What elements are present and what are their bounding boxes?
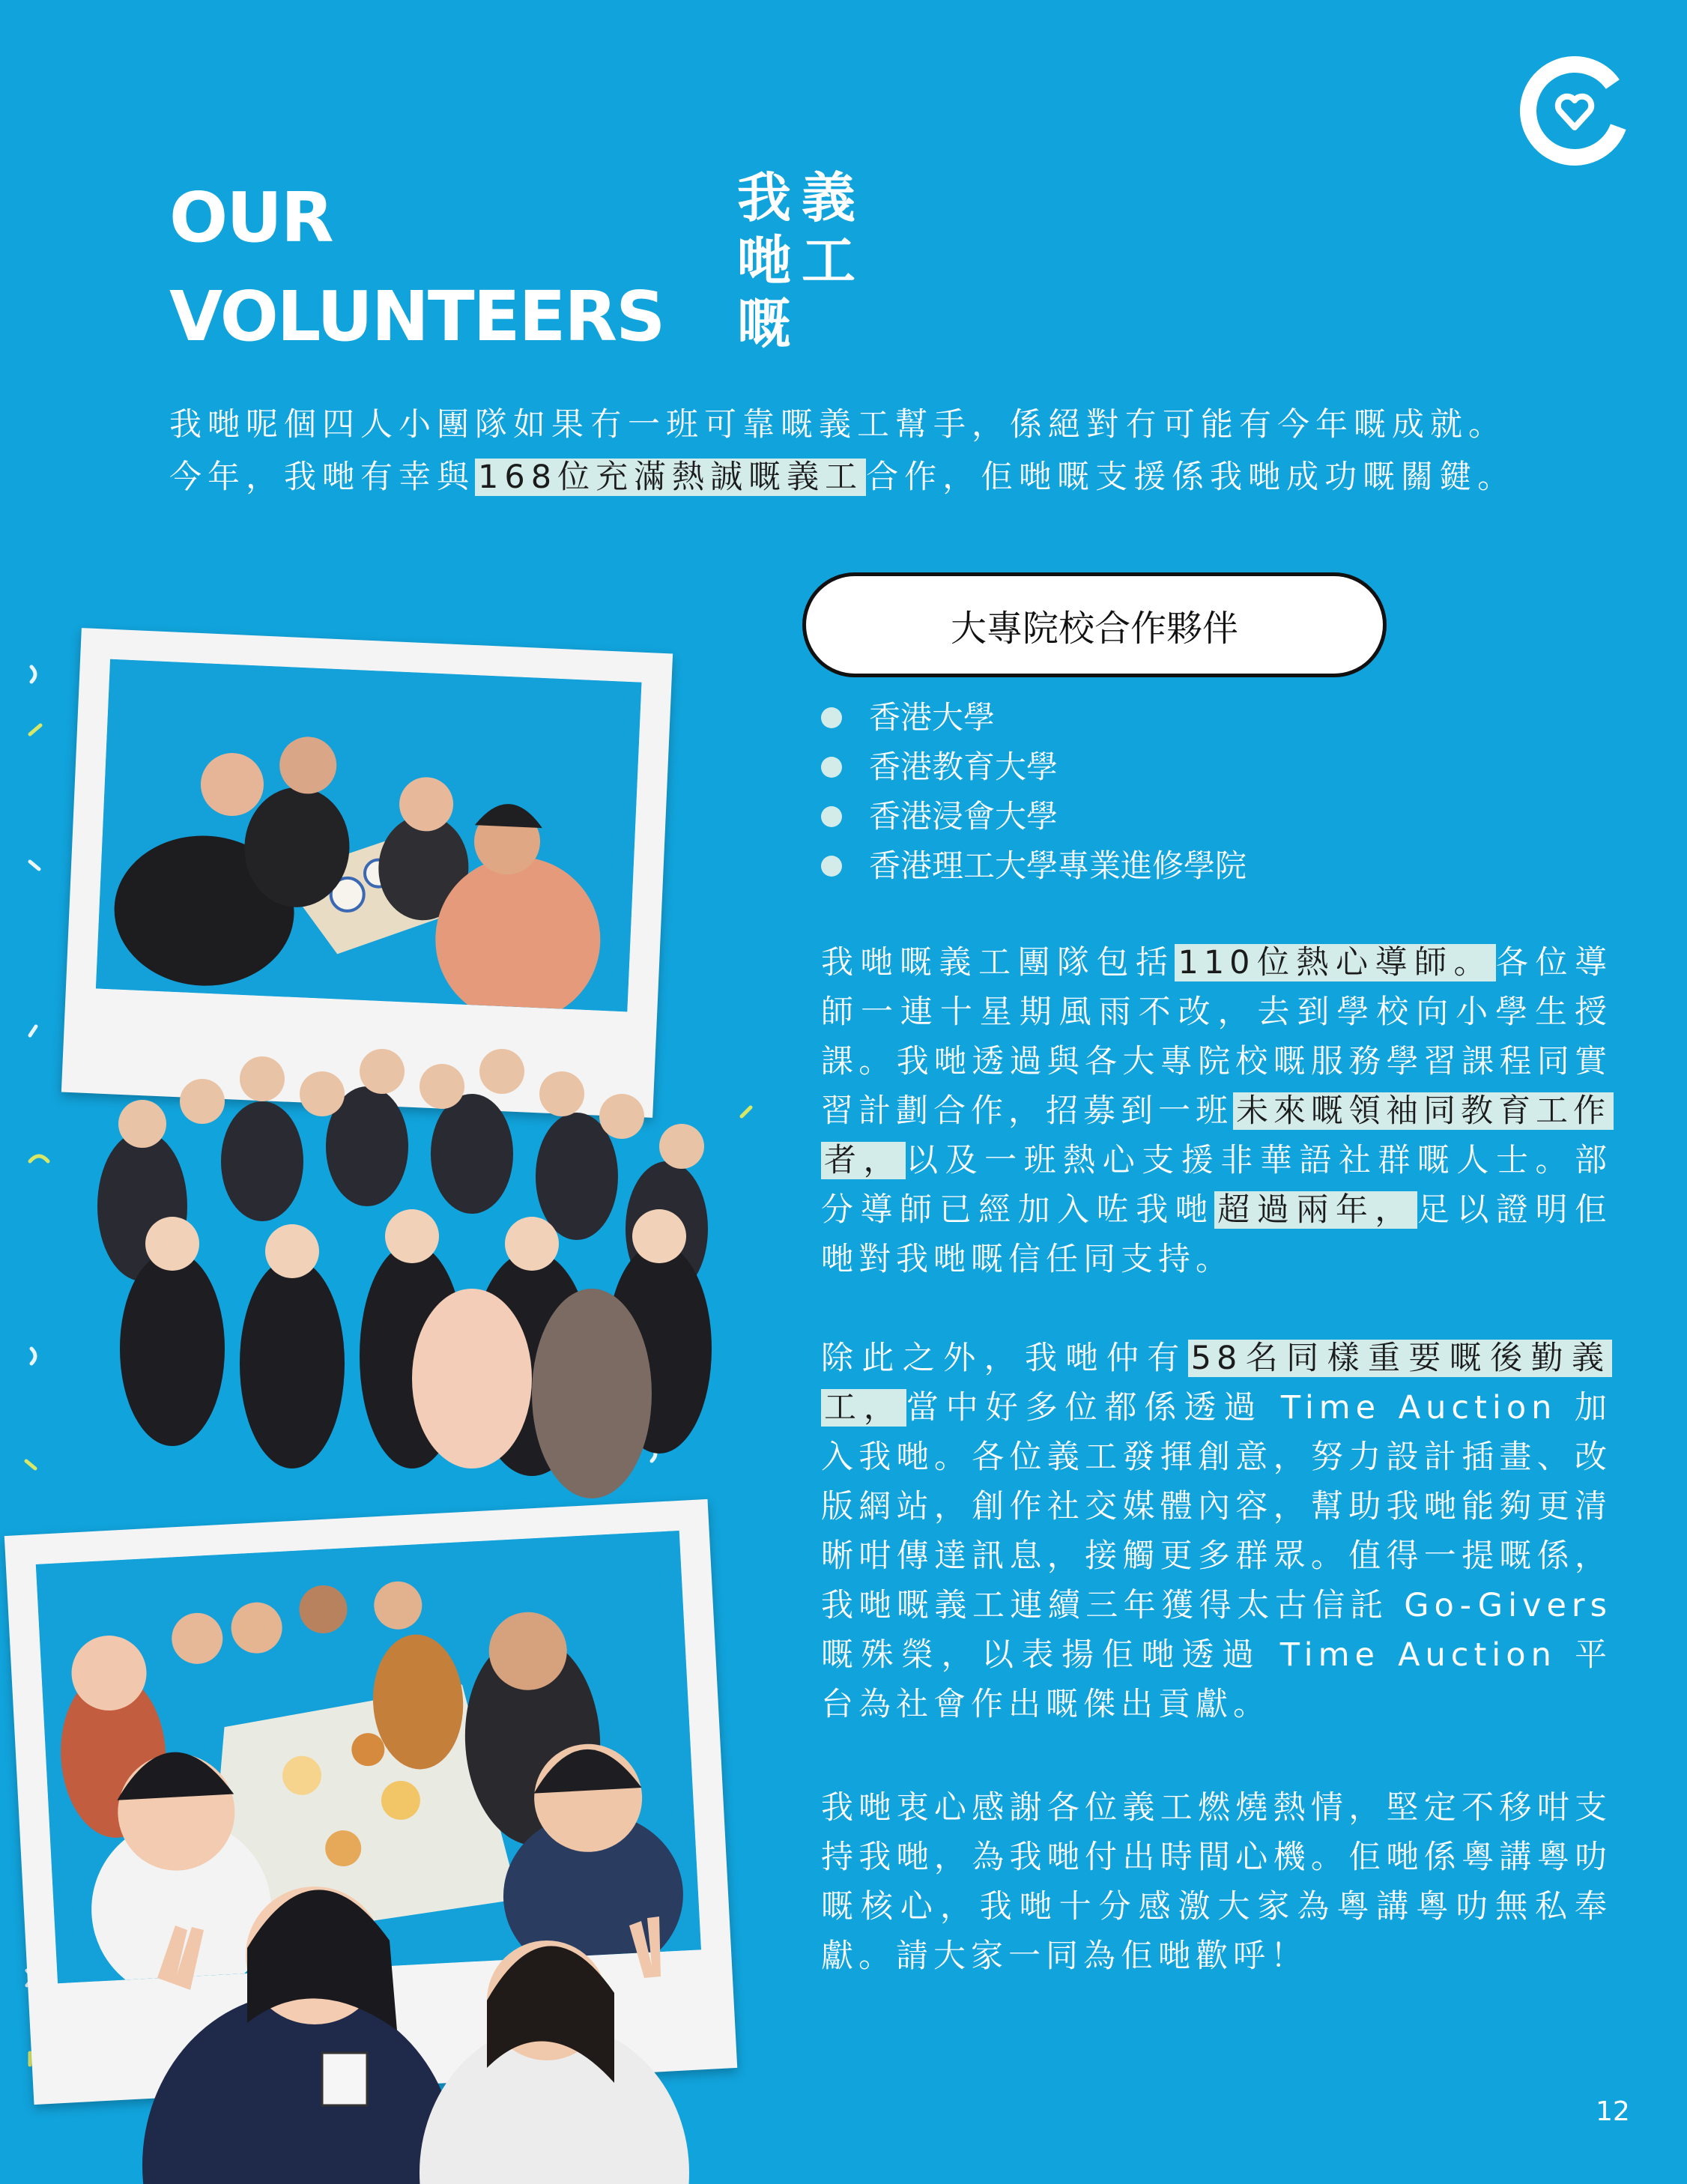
title-line-2: VOLUNTEERS	[169, 276, 664, 357]
chinese-title-char: 我	[736, 166, 791, 229]
paragraph-highlight: 58名同樣重要嘅後勤義工，	[821, 1340, 1612, 1427]
chinese-title-column-2	[799, 166, 858, 292]
partner-name: 香港浸會大學	[869, 798, 1058, 835]
title-line-1: OUR	[169, 178, 333, 258]
thanks-paragraph: 我哋衷心感謝各位義工燃燒熱情，堅定不移咁支持我哋，為我哋付出時間心機。佢哋係粵講粵叻嘅核心，我哋十分感激大家為粵講粵叻無私奉獻。請大家一同為佢哋歡呼！	[821, 1789, 1612, 1975]
partner-name: 香港大學	[869, 699, 996, 736]
chinese-title-column-1	[734, 166, 794, 355]
bullet-icon	[821, 757, 842, 778]
bullet-icon	[821, 806, 842, 827]
bullet-icon	[821, 856, 842, 877]
tutors-paragraph	[821, 938, 1612, 1284]
photo-volunteers-table	[96, 659, 642, 1012]
paragraph-highlight: 超過兩年，	[1214, 1191, 1417, 1229]
chinese-title-char: 工	[801, 229, 855, 292]
partners-heading-pill	[802, 572, 1387, 677]
photo-volunteers-foreground	[127, 1851, 712, 2184]
intro-text: 我哋呢個四人小團隊如果冇一班可靠嘅義工幫手，係絕對冇可能有今年嘅成就。今年，我哋有幸與	[169, 406, 1506, 496]
paragraph-text: 足以證明佢哋對我哋嘅信任同支持。	[821, 1191, 1613, 1278]
chinese-title-char: 哋	[736, 229, 791, 292]
list-item	[821, 841, 1247, 891]
partner-name: 香港理工大學專業進修學院	[869, 847, 1247, 884]
list-item	[821, 693, 1247, 742]
paragraph-text: 當中好多位都係透過 Time Auction 加入我哋。各位義工發揮創意，努力設計插畫、改版網站，創作社交媒體內容，幫助我哋能夠更清晰咁傳達訊息，接觸更多群眾。值得一提嘅係，我哋嘅義工連續三年獲得太古信託 Go-Givers 嘅殊榮，以表揚佢哋透過 Time Auction 平台為社會作出嘅傑出貢獻。	[821, 1389, 1613, 1723]
paragraph-highlight: 未來嘅領袖同教育工作者，	[821, 1092, 1614, 1179]
intro-text: 合作，佢哋嘅支援係我哋成功嘅關鍵。	[866, 459, 1516, 496]
paragraph-text: 各位導師一連十星期風雨不改，去到學校向小學生授課。我哋透過與各大專院校嘅服務學習課程同實習計劃合作，招募到一班	[821, 944, 1613, 1130]
paragraph-highlight: 110位熱心導師。	[1175, 944, 1496, 981]
partners-list	[821, 693, 1247, 891]
paragraph-text: 我哋嘅義工團隊包括	[821, 944, 1175, 981]
photo-volunteer-group	[52, 1034, 772, 1513]
list-item	[821, 792, 1247, 841]
paragraph-text: 以及一班熱心支援非華語社群嘅人士。部分導師已經加入咗我哋	[821, 1142, 1613, 1229]
partners-heading: 大專院校合作夥伴	[950, 607, 1238, 650]
intro-paragraph	[169, 399, 1525, 503]
bullet-icon	[821, 707, 842, 728]
page-number: 12	[1596, 2096, 1630, 2127]
chinese-title-char: 義	[801, 166, 855, 229]
page-title	[169, 169, 664, 366]
support-volunteers-paragraph	[821, 1334, 1612, 1729]
intro-highlight: 168位充滿熱誠嘅義工	[475, 459, 866, 496]
paragraph-text: 除此之外，我哋仲有	[821, 1340, 1188, 1377]
brand-logo-icon	[1518, 54, 1632, 168]
chinese-title-char: 嘅	[736, 292, 791, 355]
partner-name: 香港教育大學	[869, 748, 1058, 785]
list-item	[821, 742, 1247, 792]
